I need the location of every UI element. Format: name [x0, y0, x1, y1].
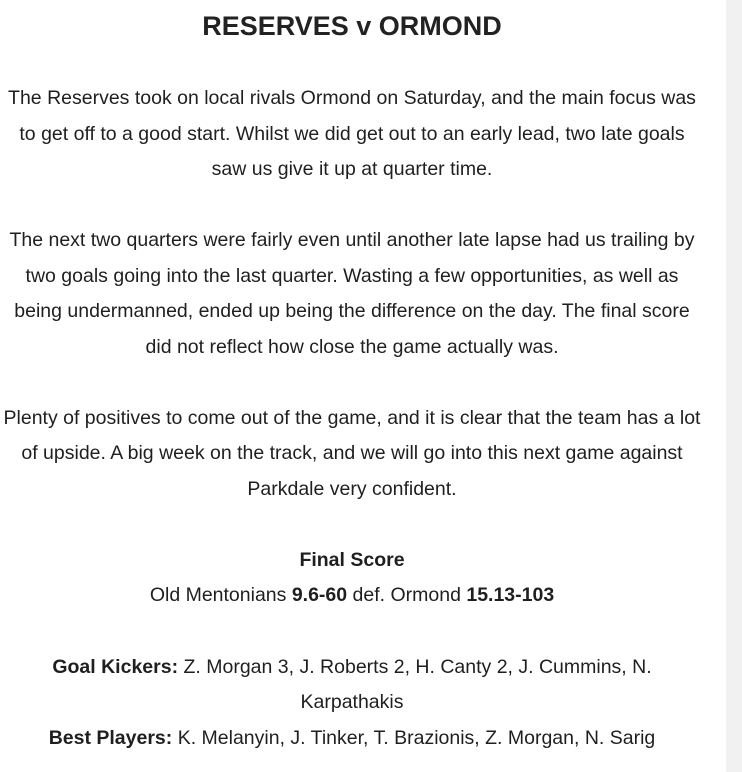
goal-kickers-label: Goal Kickers: [52, 655, 179, 678]
final-score-line [0, 578, 704, 614]
best-players-label: Best Players: [48, 726, 173, 749]
best-players [0, 721, 704, 757]
article-title: RESERVES v ORMOND [202, 11, 502, 41]
team2-score: 15.13-103 [466, 584, 555, 606]
final-score-heading: Final Score [299, 548, 405, 571]
scrollbar-track[interactable] [726, 0, 742, 772]
best-players-value: K. Melanyin, J. Tinker, T. Brazionis, Z. Morgan, N. Sarig [177, 726, 656, 749]
team1-name: Old Mentonians [149, 584, 287, 606]
goal-kickers [0, 650, 704, 721]
paragraph-3: Plenty of positives to come out of the game, and it is clear that the team has a lot of upside. A big week on the track, and we will go into this next game against Parkdale very confident. [3, 406, 701, 500]
team1-score: 9.6-60 [291, 584, 348, 606]
paragraph-2: The next two quarters were fairly even until another late lapse had us trailing by two goals going into the last quarter. Wasting a few opportunities, as well as being undermanned, ended up being the difference on the day. The final score did not reflect how close the game actually was. [9, 229, 695, 358]
team2-name: Ormond [390, 584, 461, 606]
paragraph-1: The Reserves took on local rivals Ormond on Saturday, and the main focus was to get off to a good start. Whilst we did get out to an early lead, two late goals saw us give it up at quarter time. [8, 87, 696, 180]
result-word: def. [352, 584, 386, 606]
goal-kickers-value: Z. Morgan 3, J. Roberts 2, H. Canty 2, J. Cummins, N. Karpathakis [183, 655, 652, 713]
